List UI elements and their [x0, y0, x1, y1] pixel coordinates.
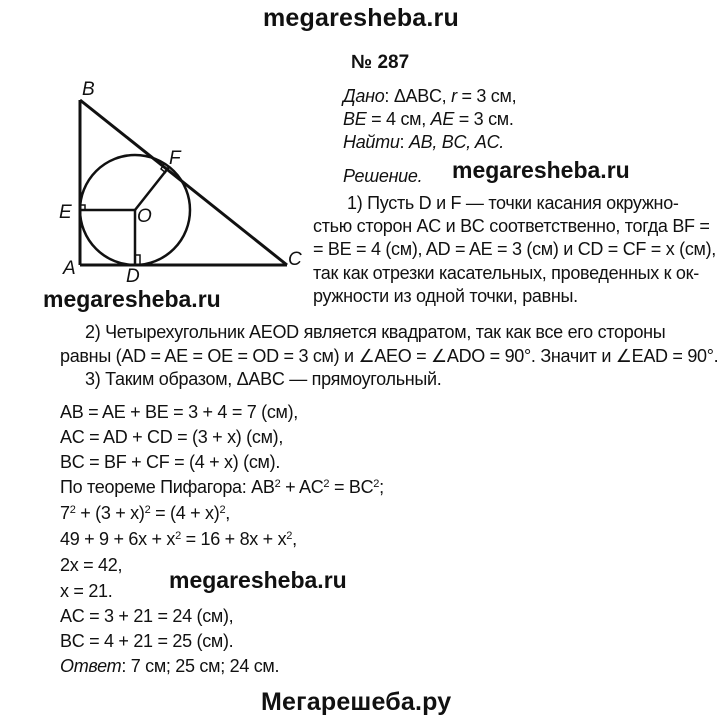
step1-line-4: так как отрезки касательных, проведенных к ок- [313, 263, 699, 283]
equation-line-3: 2x = 42, [60, 555, 123, 575]
radius-of [135, 167, 169, 210]
label-a: A [63, 258, 76, 279]
find-line: Найти: AB, BC, AC. [343, 132, 504, 152]
result-bc: BC = 4 + 21 = 25 (см). [60, 631, 234, 651]
watermark-3: megaresheba.ru [169, 567, 347, 593]
site-footer: Мегарешеба.ру [261, 688, 452, 716]
step2-line-2: равны (AD = AE = OE = OD = 3 см) и ∠AEO = ∠ADO = 90°. Значит и ∠EAD = 90°. [60, 346, 719, 366]
problem-number: № 287 [351, 52, 410, 73]
step3-line-2: AB = AE + BE = 3 + 4 = 7 (см), [60, 402, 299, 422]
label-d: D [126, 266, 140, 285]
step1-line-1: 1) Пусть D и F — точки касания окружно- [347, 193, 679, 213]
answer-line: Ответ: 7 см; 25 см; 24 см. [60, 656, 280, 676]
equation-line-1: $7^2 + (3 + x)^2 = (4 + x)^2$, [60, 503, 230, 523]
equation-line-2: $49 + 9 + 6x + x^2 = 16 + 8x + x^2$, [60, 529, 297, 549]
watermark-1: megaresheba.ru [452, 157, 630, 183]
step3-line-4: BC = BF + CF = (4 + x) (см). [60, 452, 281, 472]
label-o: O [137, 206, 152, 227]
step3-line-1: 3) Таким образом, ΔABC — прямоугольный. [85, 369, 442, 389]
step1-line-5: ружности из одной точки, равны. [313, 286, 578, 306]
label-e: E [59, 202, 72, 223]
step2-line-1: 2) Четырехугольник AEOD является квадратом, так как все его стороны [85, 322, 666, 342]
step1-line-2: стью сторон AC и BC соответственно, тогда BF = [313, 216, 710, 236]
solution-label: Решение. [343, 166, 423, 186]
given-line-2: BE = 4 см, AE = 3 см. [343, 109, 514, 129]
given-line-1: Дано: ΔABC, r = 3 см, [343, 86, 517, 106]
label-c: C [288, 249, 302, 270]
triangle-diagram [55, 75, 315, 285]
label-b: B [82, 79, 95, 100]
equation-line-4: x = 21. [60, 581, 113, 601]
step3-line-3: AC = AD + CD = (3 + x) (см), [60, 427, 284, 447]
result-ac: AC = 3 + 21 = 24 (см), [60, 606, 234, 626]
site-header: megaresheba.ru [263, 4, 459, 32]
label-f: F [169, 148, 181, 169]
watermark-2: megaresheba.ru [43, 286, 221, 312]
pythagoras-line: По теореме Пифагора: $AB^2 + AC^2 = BC^2$; [60, 477, 384, 497]
step1-line-3: = BE = 4 (см), AD = AE = 3 (см) и CD = CF = x (см), [313, 239, 716, 259]
